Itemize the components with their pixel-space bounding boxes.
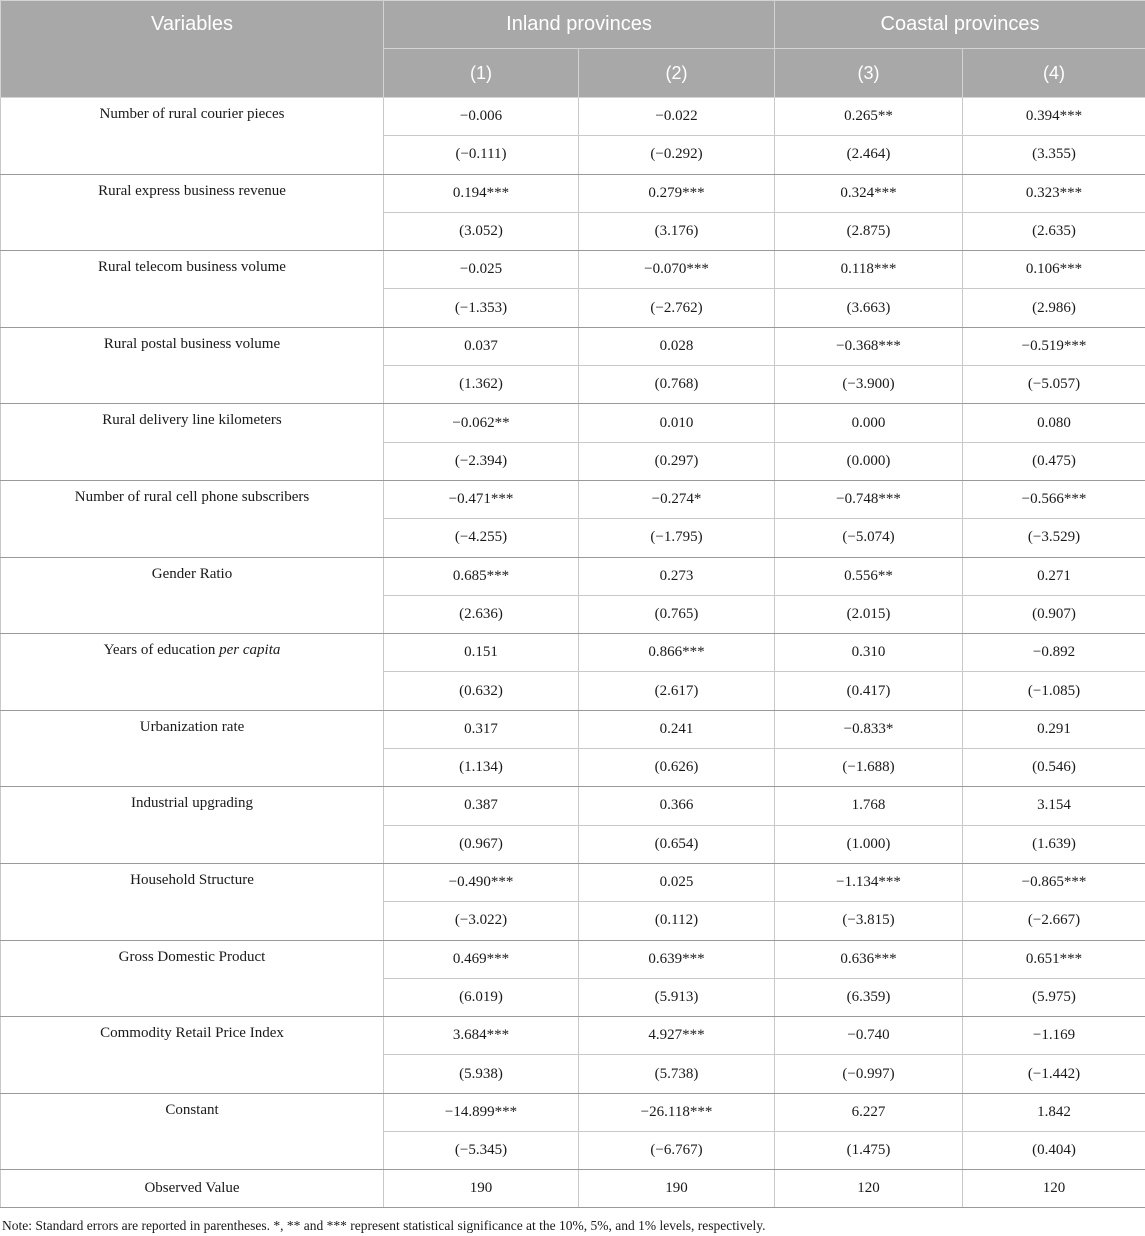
standard-error-cell: (0.765): [579, 595, 775, 633]
variable-label-italic: per capita: [219, 642, 281, 659]
observed-value-cell: 190: [579, 1170, 775, 1208]
coefficient-cell: 0.010: [579, 404, 775, 442]
column-2-header: (2): [579, 49, 775, 98]
variable-name: [1, 940, 384, 1017]
coefficient-cell: −0.865***: [963, 863, 1145, 901]
standard-error-cell: (2.617): [579, 672, 775, 710]
coefficient-row: [1, 251, 1145, 289]
coefficient-cell: 0.387: [384, 787, 579, 825]
variables-header: Variables: [1, 1, 384, 98]
standard-error-cell: (0.000): [775, 442, 963, 480]
coefficient-cell: −0.566***: [963, 480, 1145, 518]
coefficient-cell: −0.274*: [579, 480, 775, 518]
column-3-header: (3): [775, 49, 963, 98]
coefficient-cell: 3.684***: [384, 1017, 579, 1055]
coefficient-row: [1, 634, 1145, 672]
variable-label: Number of rural cell phone subscribers: [74, 488, 310, 505]
coefficient-cell: 0.310: [775, 634, 963, 672]
standard-error-cell: (−0.111): [384, 136, 579, 174]
coefficient-cell: 0.037: [384, 327, 579, 365]
coefficient-cell: −0.519***: [963, 327, 1145, 365]
coefficient-cell: 0.080: [963, 404, 1145, 442]
variable-label: Rural telecom business volume: [98, 259, 286, 276]
standard-error-cell: (3.052): [384, 212, 579, 250]
standard-error-cell: (−1.442): [963, 1055, 1145, 1093]
observed-value-cell: 120: [775, 1170, 963, 1208]
standard-error-cell: (0.632): [384, 672, 579, 710]
coefficient-row: [1, 1017, 1145, 1055]
coefficient-cell: −0.368***: [775, 327, 963, 365]
coefficient-cell: 0.028: [579, 327, 775, 365]
coefficient-cell: 0.366: [579, 787, 775, 825]
standard-error-cell: (−1.795): [579, 519, 775, 557]
standard-error-cell: (0.654): [579, 825, 775, 863]
standard-error-cell: (1.639): [963, 825, 1145, 863]
observed-value-row: [1, 1170, 1145, 1208]
coefficient-cell: 0.271: [963, 557, 1145, 595]
variable-name: [1, 480, 384, 557]
coefficient-cell: 0.317: [384, 710, 579, 748]
standard-error-cell: (0.626): [579, 749, 775, 787]
standard-error-cell: (−6.767): [579, 1132, 775, 1170]
standard-error-cell: (1.000): [775, 825, 963, 863]
variable-name: [1, 1017, 384, 1094]
coefficient-cell: 0.291: [963, 710, 1145, 748]
standard-error-cell: (−3.529): [963, 519, 1145, 557]
standard-error-cell: (1.475): [775, 1132, 963, 1170]
coefficient-cell: 0.469***: [384, 940, 579, 978]
standard-error-cell: (−3.900): [775, 366, 963, 404]
variable-label: Rural postal business volume: [103, 335, 281, 352]
standard-error-cell: (5.913): [579, 978, 775, 1016]
coefficient-cell: −14.899***: [384, 1093, 579, 1131]
standard-error-cell: (2.635): [963, 212, 1145, 250]
coefficient-row: [1, 174, 1145, 212]
variable-name: [1, 634, 384, 711]
standard-error-cell: (−5.345): [384, 1132, 579, 1170]
variable-label: Rural express business revenue: [98, 182, 286, 199]
coefficient-cell: 0.394***: [963, 98, 1145, 136]
variable-label: Years of education: [103, 642, 220, 659]
standard-error-cell: (−1.688): [775, 749, 963, 787]
coefficient-row: [1, 863, 1145, 901]
standard-error-cell: (−3.022): [384, 902, 579, 940]
standard-error-cell: (−1.085): [963, 672, 1145, 710]
observed-value-cell: 190: [384, 1170, 579, 1208]
column-4-header: (4): [963, 49, 1145, 98]
standard-error-cell: (5.975): [963, 978, 1145, 1016]
variable-name: [1, 174, 384, 251]
standard-error-cell: (0.768): [579, 366, 775, 404]
standard-error-cell: (2.464): [775, 136, 963, 174]
coefficient-cell: −0.748***: [775, 480, 963, 518]
standard-error-cell: (0.546): [963, 749, 1145, 787]
standard-error-cell: (−0.292): [579, 136, 775, 174]
standard-error-cell: (−4.255): [384, 519, 579, 557]
variable-label: Number of rural courier pieces: [99, 106, 285, 122]
standard-error-cell: (0.475): [963, 442, 1145, 480]
coefficient-cell: 0.279***: [579, 174, 775, 212]
standard-error-cell: (−5.057): [963, 366, 1145, 404]
coefficient-cell: 0.241: [579, 710, 775, 748]
coefficient-row: [1, 404, 1145, 442]
standard-error-cell: (2.875): [775, 212, 963, 250]
variable-label: Constant: [165, 1101, 219, 1118]
variable-label: Industrial upgrading: [130, 795, 254, 812]
variable-label: Rural delivery line kilometers: [102, 412, 282, 429]
variable-label: Gender Ratio: [151, 565, 233, 582]
standard-error-cell: (−2.762): [579, 289, 775, 327]
variable-label: Household Structure: [130, 871, 254, 888]
variable-name: [1, 98, 384, 175]
variable-name: [1, 710, 384, 787]
coefficient-cell: 1.842: [963, 1093, 1145, 1131]
coefficient-cell: 0.151: [384, 634, 579, 672]
coefficient-cell: 0.025: [579, 863, 775, 901]
standard-error-cell: (0.417): [775, 672, 963, 710]
coefficient-cell: −0.006: [384, 98, 579, 136]
variable-name: [1, 787, 384, 864]
inland-provinces-header: Inland provinces: [384, 1, 775, 49]
coefficient-cell: 0.323***: [963, 174, 1145, 212]
standard-error-cell: (1.362): [384, 366, 579, 404]
standard-error-cell: (2.986): [963, 289, 1145, 327]
standard-error-cell: (0.112): [579, 902, 775, 940]
coefficient-row: [1, 940, 1145, 978]
coastal-provinces-header: Coastal provinces: [775, 1, 1145, 49]
coefficient-cell: 0.556**: [775, 557, 963, 595]
coefficient-cell: 0.273: [579, 557, 775, 595]
standard-error-cell: (2.636): [384, 595, 579, 633]
standard-error-cell: (3.355): [963, 136, 1145, 174]
coefficient-cell: 6.227: [775, 1093, 963, 1131]
variable-name: [1, 251, 384, 328]
coefficient-cell: −0.070***: [579, 251, 775, 289]
coefficient-cell: 0.685***: [384, 557, 579, 595]
standard-error-cell: (−2.667): [963, 902, 1145, 940]
standard-error-cell: (0.907): [963, 595, 1145, 633]
coefficient-cell: 0.118***: [775, 251, 963, 289]
standard-error-cell: (3.176): [579, 212, 775, 250]
standard-error-cell: (6.359): [775, 978, 963, 1016]
coefficient-cell: −0.490***: [384, 863, 579, 901]
table-body: [1, 98, 1145, 1208]
standard-error-cell: (5.938): [384, 1055, 579, 1093]
coefficient-cell: 3.154: [963, 787, 1145, 825]
standard-error-cell: (6.019): [384, 978, 579, 1016]
standard-error-cell: (0.297): [579, 442, 775, 480]
coefficient-cell: 0.265**: [775, 98, 963, 136]
table-note: Note: Standard errors are reported in parentheses. *, ** and *** represent statistical significance at the 10%, 5%, and 1% levels, respectively.: [2, 1218, 766, 1233]
coefficient-cell: −0.471***: [384, 480, 579, 518]
coefficient-cell: 0.000: [775, 404, 963, 442]
standard-error-cell: (−2.394): [384, 442, 579, 480]
observed-value-label: Observed Value: [1, 1170, 384, 1208]
coefficient-row: [1, 98, 1145, 136]
coefficient-cell: 1.768: [775, 787, 963, 825]
coefficient-row: [1, 787, 1145, 825]
standard-error-cell: (1.134): [384, 749, 579, 787]
coefficient-cell: −26.118***: [579, 1093, 775, 1131]
coefficient-row: [1, 327, 1145, 365]
variable-name: [1, 327, 384, 404]
coefficient-cell: 0.866***: [579, 634, 775, 672]
coefficient-cell: −0.833*: [775, 710, 963, 748]
coefficient-cell: 0.324***: [775, 174, 963, 212]
variable-label: Urbanization rate: [139, 718, 245, 735]
coefficient-cell: −0.025: [384, 251, 579, 289]
standard-error-cell: (3.663): [775, 289, 963, 327]
coefficient-cell: 0.636***: [775, 940, 963, 978]
coefficient-cell: −0.892: [963, 634, 1145, 672]
standard-error-cell: (5.738): [579, 1055, 775, 1093]
coefficient-row: [1, 1093, 1145, 1131]
coefficient-cell: −0.740: [775, 1017, 963, 1055]
coefficient-row: [1, 557, 1145, 595]
standard-error-cell: (0.967): [384, 825, 579, 863]
coefficient-cell: 4.927***: [579, 1017, 775, 1055]
variable-label: Commodity Retail Price Index: [100, 1025, 284, 1042]
coefficient-cell: 0.651***: [963, 940, 1145, 978]
standard-error-cell: (−3.815): [775, 902, 963, 940]
column-1-header: (1): [384, 49, 579, 98]
variable-name: [1, 1093, 384, 1170]
coefficient-cell: −0.062**: [384, 404, 579, 442]
variable-name: [1, 557, 384, 634]
standard-error-cell: (−1.353): [384, 289, 579, 327]
variable-label: Gross Domestic Product: [118, 948, 266, 965]
observed-value-cell: 120: [963, 1170, 1145, 1208]
coefficient-row: [1, 480, 1145, 518]
standard-error-cell: (0.404): [963, 1132, 1145, 1170]
standard-error-cell: (2.015): [775, 595, 963, 633]
variable-name: [1, 863, 384, 940]
coefficient-cell: −1.169: [963, 1017, 1145, 1055]
standard-error-cell: (−5.074): [775, 519, 963, 557]
coefficient-cell: 0.194***: [384, 174, 579, 212]
coefficient-cell: 0.106***: [963, 251, 1145, 289]
coefficient-row: [1, 710, 1145, 748]
table-header: [1, 1, 1145, 98]
coefficient-cell: −0.022: [579, 98, 775, 136]
coefficient-cell: 0.639***: [579, 940, 775, 978]
standard-error-cell: (−0.997): [775, 1055, 963, 1093]
variable-name: [1, 404, 384, 481]
coefficient-cell: −1.134***: [775, 863, 963, 901]
